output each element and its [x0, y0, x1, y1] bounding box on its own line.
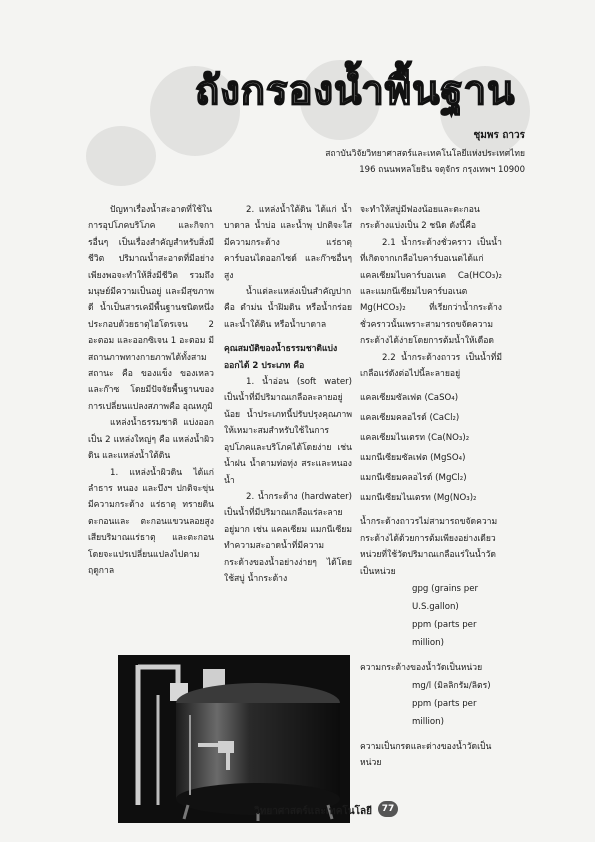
list-item: แคลเซียมซัลเฟต (CaSO₄) [360, 393, 459, 404]
section-heading: คุณสมบัติของน้ำธรรมชาติแบ่งออกได้ 2 ประเภท คือ [224, 344, 338, 371]
list-item: gpg (grains per U.S.gallon) [412, 584, 479, 613]
paragraph: 2. แหล่งน้ำใต้ดิน ได้แก่ น้ำบาดาล น้ำบ่อ และน้ำพุ ปกติจะใสมีความกระด้าง แร่ธาตุ คาร์บอนไดออกไซด์ และก๊าซอื่นๆ สูง [224, 205, 352, 281]
list-item: แมกนีเซียมไนเตรท (Mg(NO₃)₂ [360, 493, 477, 504]
paragraph: 1. น้ำอ่อน (soft water) เป็นน้ำที่มีปริมาณเกลือละลายอยู่น้อย น้ำประเภทนี้ปรับปรุงคุณภาพให้เหมาะสมสำหรับใช้ในการอุปโภคและบริโภคได้โดยง่าย เช่น น้ำฝน น้ำตามท่อทุ่ง สระและหนองน้ำ [224, 377, 352, 486]
paragraph: 1. แหล่งน้ำผิวดิน ได้แก่ ลำธาร หนอง และบึงฯ ปกติจะขุ่น มีความกระด้าง แร่ธาตุ ทรายดินตะกอนและ ตะกอนแขวนลอยสูง เสียบริมาณแร่ธาตุ และตะกอนโดยจะแปรเปลี่ยนแปลงไปตามฤดูกาล [88, 467, 214, 576]
paragraph: 2.2 น้ำกระด้างถาวร เป็นน้ำที่มีเกลือแร่ดังต่อไปนี้ละลายอยู่ [360, 352, 502, 380]
paragraph: น้ำกระด้างถาวรไม่สามารถขจัดความกระด้างได้ด้วยการต้มเพียงอย่างเดียว หน่วยที่ใช้วัดปริมาณเกลือแร่ในน้ำวัดเป็นหน่วย [360, 517, 498, 577]
text-column-2 [224, 202, 352, 587]
list-item: ppm (parts per million) [412, 620, 477, 649]
page-number: 77 [378, 801, 398, 817]
filter-tank-photo [118, 655, 350, 823]
list-item: ppm (parts per million) [412, 698, 477, 727]
paragraph: ความเป็นกรดและด่างของน้ำวัดเป็นหน่วย [360, 741, 492, 768]
text-column-1 [88, 202, 214, 579]
author-address: 196 ถนนพหลโยธิน จตุจักร กรุงเทพฯ 10900 [359, 165, 525, 175]
unit-list [412, 677, 502, 731]
paragraph: น้ำแต่ละแหล่งเป็นสำคัญปากคือ ตำม่น น้ำฝิมดิน หรือน้ำกร่อย และน้ำใต้ดิน หรือน้ำบาดาล [224, 287, 352, 330]
paragraph: ปัญหาเรื่องน้ำสะอาดที่ใช้ในการอุปโภคบริโภค และกิจการอื่นๆ เป็นเรื่องสำคัญสำหรับสิ่งมีชีวิต ปริมาณน้ำสะอาดที่มีอย่างเพียงพอจะทำให้สิ่งมีชีวิต รวมถึงมนุษย์มีความเป็นอยู่ และมีสุขภาพดี น้ำเป็นสารเคมีพื้นฐานชนิดหนึ่ง ประกอบด้วยธาตุไฮโดรเจน 2 อะตอม และออกซิเจน 1 อะตอม มีสถานภาพทางกายภาพได้ทั้งสามสถานะ คือ ของแข็ง ของเหลว และก๊าซ โดยมีปัจจัยพื้นฐานของการเปลี่ยนแปลงสภาพคือ อุณหภูมิ [88, 205, 214, 412]
paragraph: จะทำให้สบู่มีฟองน้อยและตะกอนกระด้างแบ่งเป็น 2 ชนิด ดังนี้คือ [360, 205, 480, 232]
author-affiliation: สถาบันวิจัยวิทยาศาสตร์และเทคโนโลยีแห่งประเทศไทย [325, 149, 525, 159]
paragraph: 2.1 น้ำกระด้างชั่วคราว เป็นน้ำที่เกิดจากเกลือไบคาร์บอเนตได้แก่ แคลเซียมไบคาร์บอเนต Ca(HCO₃)₂ และแมกนีเซียมไบคาร์บอเนต Mg(HCO₃)₂ ที่เรียกว่าน้ำกระด้างชั่วคราวนั้นเพราะสามารถขจัดความกระด้างได้ง่ายโดยการต้มน้ำให้เดือด [360, 237, 502, 347]
author-name: ชุมพร ถาวร [473, 130, 525, 141]
text-column-3 [360, 202, 502, 771]
list-item: mg/l (มิลลิกรัม/ลิตร) [412, 680, 491, 691]
unit-list [412, 580, 502, 652]
paragraph: ความกระด้างของน้ำวัดเป็นหน่วย [360, 663, 483, 674]
article-title: ถังกรองน้ำพื้นฐาน [195, 68, 516, 114]
list-item: แมกนีเซียมซัลเฟต (MgSO₄) [360, 453, 466, 464]
filter-tank-illustration [118, 655, 350, 823]
list-item: แคลเซียมคลอไรด์ (CaCl₂) [360, 413, 460, 424]
paragraph: แหล่งน้ำธรรมชาติ แบ่งออกเป็น 2 แหล่งใหญ่ๆ คือ แหล่งน้ำผิวดิน และแหล่งน้ำใต้ดิน [88, 418, 214, 462]
journal-name: วิทยาศาสตร์และเทคโนโลยี [254, 806, 372, 817]
list-item: แมกนีเซียมคลอไรด์ (MgCl₂) [360, 473, 467, 484]
background-circle [86, 126, 156, 186]
paragraph: 2. น้ำกระด้าง (hardwater) เป็นน้ำที่มีปริมาณเกลือแร่ละลายอยู่มาก เช่น แคลเซียม แมกนีเซียม ทำความสะอาดน้ำที่มีความกระด้างของน้ำอย่างง่ายๆ ได้โดยใช้สบู่ น้ำกระด้าง [224, 491, 352, 584]
list-item: แคลเซียมไนเตรท (Ca(NO₃)₂ [360, 433, 470, 444]
salt-list [360, 388, 502, 508]
